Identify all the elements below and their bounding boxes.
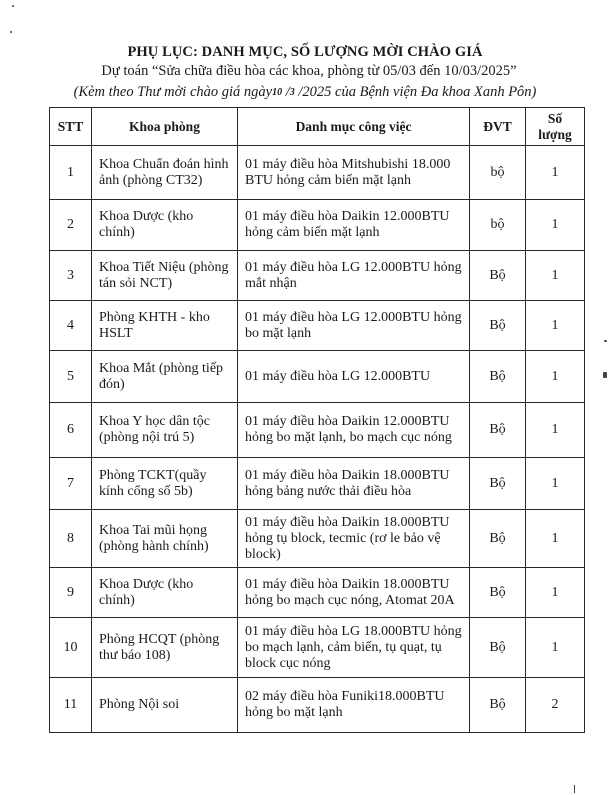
cell-danh-muc: 01 máy điều hòa Daikin 12.000BTU hỏng cảm biến mặt lạnh [238, 200, 470, 251]
cell-stt: 1 [50, 146, 92, 200]
cell-so-luong: 1 [526, 568, 585, 618]
cell-so-luong: 1 [526, 146, 585, 200]
cell-danh-muc: 01 máy điều hòa LG 12.000BTU hỏng bo mặt lạnh [238, 301, 470, 351]
cell-khoa-phong: Khoa Y học dân tộc (phòng nội trú 5) [92, 403, 238, 458]
cell-stt: 9 [50, 568, 92, 618]
cell-so-luong: 1 [526, 251, 585, 301]
cell-khoa-phong: Phòng Nội soi [92, 678, 238, 733]
header-stt: STT [50, 108, 92, 146]
cell-khoa-phong: Khoa Chuẩn đoán hình ảnh (phòng CT32) [92, 146, 238, 200]
cell-dvt: Bộ [470, 351, 526, 403]
cell-so-luong: 1 [526, 458, 585, 510]
cell-so-luong: 1 [526, 351, 585, 403]
cell-stt: 5 [50, 351, 92, 403]
cell-danh-muc: 01 máy điều hòa Daikin 18.000BTU hỏng tụ block, tecmic (rơ le bảo vệ block) [238, 510, 470, 568]
scan-speck [603, 372, 607, 378]
header-so-luong: Số lượng [526, 108, 585, 146]
cell-khoa-phong: Khoa Dược (kho chính) [92, 200, 238, 251]
cell-so-luong: 1 [526, 403, 585, 458]
cell-stt: 6 [50, 403, 92, 458]
table-row [50, 510, 585, 568]
table-row [50, 301, 585, 351]
cell-danh-muc: 01 máy điều hòa Daikin 18.000BTU hỏng bảng nước thải điều hòa [238, 458, 470, 510]
cell-khoa-phong: Khoa Dược (kho chính) [92, 568, 238, 618]
handwritten-day: 10 [272, 87, 283, 98]
table-row [50, 251, 585, 301]
cell-stt: 11 [50, 678, 92, 733]
table-row [50, 458, 585, 510]
cell-so-luong: 1 [526, 200, 585, 251]
cell-dvt: bộ [470, 200, 526, 251]
cell-dvt: Bộ [470, 403, 526, 458]
cell-stt: 2 [50, 200, 92, 251]
cell-danh-muc: 01 máy điều hòa Daikin 12.000BTU hỏng bo mặt lạnh, bo mạch cục nóng [238, 403, 470, 458]
cell-so-luong: 1 [526, 510, 585, 568]
table-row [50, 403, 585, 458]
cell-dvt: Bộ [470, 618, 526, 678]
cell-khoa-phong: Khoa Tiết Niệu (phòng tán sỏi NCT) [92, 251, 238, 301]
cell-danh-muc: 01 máy điều hòa LG 12.000BTU [238, 351, 470, 403]
document-title: PHỤ LỤC: DANH MỤC, SỐ LƯỢNG MỜI CHÀO GIÁ [127, 44, 483, 60]
cell-stt: 10 [50, 618, 92, 678]
cell-so-luong: 1 [526, 618, 585, 678]
cell-danh-muc: 01 máy điều hòa Daikin 18.000BTU hỏng bo mạch cục nóng, Atomat 20A [238, 568, 470, 618]
cell-dvt: Bộ [470, 678, 526, 733]
scan-speck [12, 5, 14, 7]
table-header-row [50, 108, 585, 146]
cell-khoa-phong: Khoa Tai mũi họng (phòng hành chính) [92, 510, 238, 568]
table-row [50, 618, 585, 678]
cell-danh-muc: 01 máy điều hòa Mitshubishi 18.000 BTU hỏng cảm biến mặt lạnh [238, 146, 470, 200]
table-row [50, 568, 585, 618]
cell-dvt: Bộ [470, 301, 526, 351]
cell-so-luong: 2 [526, 678, 585, 733]
cell-khoa-phong: Phòng HCQT (phòng thư báo 108) [92, 618, 238, 678]
cell-khoa-phong: Phòng TCKT(quầy kính cổng số 5b) [92, 458, 238, 510]
handwritten-month: 3 [289, 87, 295, 98]
cell-dvt: Bộ [470, 510, 526, 568]
cell-stt: 7 [50, 458, 92, 510]
cell-khoa-phong: Khoa Mắt (phòng tiếp đón) [92, 351, 238, 403]
document-subtitle: Dự toán “Sửa chữa điều hòa các khoa, phòng từ 05/03 đến 10/03/2025” [101, 63, 517, 79]
cell-danh-muc: 01 máy điều hòa LG 18.000BTU hỏng bo mạch lạnh, cảm biến, tụ quạt, tụ block cục nóng [238, 618, 470, 678]
scan-speck [604, 340, 607, 342]
header-dvt: ĐVT [470, 108, 526, 146]
cell-dvt: Bộ [470, 568, 526, 618]
scan-speck [574, 785, 575, 793]
cell-dvt: bộ [470, 146, 526, 200]
table-row [50, 351, 585, 403]
table-row [50, 146, 585, 200]
cell-so-luong: 1 [526, 301, 585, 351]
cell-dvt: Bộ [470, 251, 526, 301]
cell-stt: 8 [50, 510, 92, 568]
note-suffix: /2025 của Bệnh viện Đa khoa Xanh Pôn) [298, 84, 537, 100]
cell-stt: 4 [50, 301, 92, 351]
scan-speck [10, 31, 12, 33]
table-row [50, 678, 585, 733]
header-danh-muc: Danh mục công việc [238, 108, 470, 146]
cell-khoa-phong: Phòng KHTH - kho HSLT [92, 301, 238, 351]
cell-danh-muc: 02 máy điều hòa Funiki18.000BTU hỏng bo mặt lạnh [238, 678, 470, 733]
cell-dvt: Bộ [470, 458, 526, 510]
work-items-table [49, 107, 585, 733]
header-khoa-phong: Khoa phòng [92, 108, 238, 146]
cell-danh-muc: 01 máy điều hòa LG 12.000BTU hỏng mắt nhận [238, 251, 470, 301]
cell-stt: 3 [50, 251, 92, 301]
table-row [50, 200, 585, 251]
document-note: (Kèm theo Thư mời chào giá ngày10 /3 /2025 của Bệnh viện Đa khoa Xanh Pôn) [73, 84, 537, 100]
note-prefix: (Kèm theo Thư mời chào giá ngày [73, 84, 273, 100]
